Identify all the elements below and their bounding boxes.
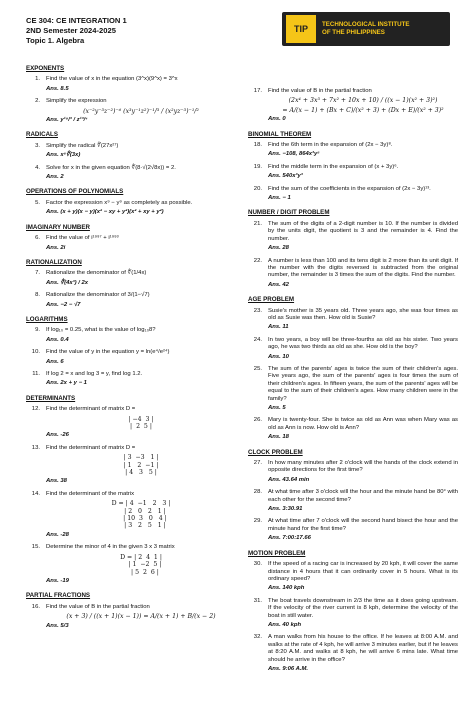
- left-column: [26, 58, 236, 635]
- section-determinants: DETERMINANTS: [26, 394, 76, 402]
- logo-name: [322, 21, 410, 37]
- course-title: CE 304: CE INTEGRATION 1: [26, 16, 127, 25]
- answer-27: Ans. 43.64 min: [268, 476, 310, 483]
- problem-32: 32. A man walks from his house to the office. If he leaves at 8:00 A.M. and walks at the rate of 4 kph, he will arrive 3 minutes earlier, but if he leaves at 8:20 A.M. and walks at 8 kph, he will arrive 6 mins late. What time should he arrive in the office?: [253, 634, 458, 663]
- problem-6: 6. Find the value of i¹⁹⁹⁷ + i¹⁹⁹³: [35, 235, 119, 242]
- answer-21: Ans. 28: [268, 245, 289, 252]
- logo-name-line-2: OF THE PHILIPPINES: [322, 29, 385, 36]
- problem-3: 3. Simplify the radical ∜(27x²⁷): [35, 142, 119, 149]
- problem-24: 24. In two years, a boy will be three-fourths as old as his sister. Two years ago, he was two thirds as old as she. How old is the boy?: [253, 336, 458, 351]
- section-exponents: EXPONENTS: [26, 65, 65, 72]
- problem-17: 17. Find the value of B in the partial fraction: [253, 88, 372, 94]
- answer-32: Ans. 9:06 A.M.: [268, 665, 309, 672]
- problem-1: 1. Find the value of x in the equation (3^x)(9^x) = 3^x: [35, 76, 178, 83]
- problem-11: 11. If log 2 = x and log 3 = y, find log 1.2.: [32, 370, 143, 377]
- section-polynomials: OPERATIONS OF POLYNOMIALS: [26, 188, 124, 196]
- answer-31: Ans. 40 kph: [268, 621, 302, 628]
- problem-27: 27. In how many minutes after 2 o'clock will the hands of the clock extend in opposite directions for the first time?: [253, 460, 458, 474]
- matrix-15: D = | 2 4 1 | | 1 −2 5 | | 5 2 6 |: [120, 553, 162, 576]
- problem-23: 23. Susie's mother is 35 years old. Three years ago, she was four times as old as Susie was then. How old is Susie?: [253, 307, 458, 321]
- answer-4: Ans. 2: [46, 174, 64, 181]
- matrix-12: | −4 3 | | 2 5 |: [128, 415, 154, 430]
- problem-26: 26. Mary is twenty-four. She is twice as old as Ann was when Mary was as old as Ann is now. How old is Ann?: [253, 417, 458, 431]
- problem-2: 2. Simplify the expression: [35, 98, 107, 105]
- problem-25: 25. The sum of the parents' ages is twice the sum of their children's ages. Five years ago, the sum of the parents' ages is four times the sum of their children's ages. In fifteen years, the sum of the parents' ages will be equal to the sum of their children's ages. How many children were in the family?: [253, 365, 458, 402]
- answer-20: Ans. − 1: [268, 195, 291, 202]
- problem-28: 28. At what time after 3 o'clock will the hour and the minute hand be 80° with each other for the second time?: [253, 489, 458, 503]
- answer-5: Ans. (x + y)(x − y)(x² − xy + y²)(x² + xy + y²): [46, 209, 164, 216]
- section-age: AGE PROBLEM: [248, 296, 295, 304]
- matrix-14: D = | 4 −1 2 3 | | 2 0 2 1 | | 10 3 0 4 | | 3 2 5 1 |: [111, 500, 171, 530]
- answer-2: Ans. y¹⁹/³ / z¹³/⁴: [46, 117, 88, 124]
- answer-16: Ans. 5/3: [46, 622, 69, 629]
- section-rationalization: RATIONALIZATION: [26, 258, 82, 266]
- answer-29: Ans. 7:00:17.66: [268, 535, 311, 542]
- equation-17-lhs: (2x⁴ + 3x³ + 7x² + 10x + 10) / ((x − 1)(x² + 3)²): [288, 97, 438, 105]
- problem-31: 31. The boat travels downstream in 2/3 the time as it does going upstream. If the velocity of the river current is 8 kph, determine the velocity of the boat in still water.: [253, 597, 458, 619]
- problem-10: 10. Find the value of y in the equation y = ln(e⁴/e²⁴): [31, 349, 170, 356]
- section-clock: CLOCK PROBLEM: [248, 448, 303, 456]
- section-motion: MOTION PROBLEM: [248, 549, 306, 557]
- answer-7: Ans. ∜(4x³) / 2x: [46, 279, 89, 286]
- answer-23: Ans. 11: [268, 324, 289, 331]
- answer-17: Ans. 0: [268, 116, 286, 123]
- problem-14: 14. Find the determinant of the matrix: [31, 490, 135, 497]
- problem-30: 30. If the speed of a racing car is increased by 20 kph, it will cover the same distance in 4 hours that it can ordinarily cover in 5 hours. What is its ordinary speed?: [253, 561, 458, 582]
- section-imaginary: IMAGINARY NUMBER: [26, 223, 90, 231]
- problem-5: 5. Factor the expression x⁹ − y⁹ as completely as possible.: [35, 199, 193, 206]
- problem-13: 13. Find the determinant of matrix D =: [31, 444, 136, 451]
- problem-21: 21. The sum of the digits of a 2-digit number is 10. If the number is divided by the units digit, the quotient is 3 and the remainder is 4. Find the number.: [253, 220, 458, 242]
- problem-20: 20. Find the sum of the coefficients in the expansion of (2x − 3y)¹³.: [253, 185, 431, 192]
- answer-3: Ans. x⁶∜(3x): [46, 152, 81, 159]
- answer-28: Ans. 3:30.91: [268, 506, 303, 513]
- answer-11: Ans. 2x + y − 1: [46, 380, 87, 387]
- problem-19: 19. Find the middle term in the expansion of (x + 3y)⁶.: [253, 163, 399, 170]
- problem-4: 4. Solve for x in the given equation ∜(8·√(2√8x)) = 2.: [35, 164, 176, 171]
- section-radicals: RADICALS: [26, 131, 58, 139]
- answer-25: Ans. 5: [268, 405, 286, 411]
- answer-24: Ans. 10: [268, 353, 289, 360]
- answer-6: Ans. 2i: [46, 244, 66, 251]
- problem-9: 9. If log₁₀ = 0.25, what is the value of log₁₀8?: [35, 327, 156, 334]
- section-digit: NUMBER / DIGIT PROBLEM: [248, 209, 330, 217]
- equation-2: (x⁻²y⁻³z⁻²)⁻⁶ (x³y⁻¹z²)⁻¹/³ / (x²yz⁻³)⁻¹/²: [83, 107, 199, 115]
- problem-16: 16. Find the value of B in the partial fraction: [31, 603, 150, 610]
- section-partial-fractions: PARTIAL FRACTIONS: [26, 592, 91, 600]
- right-column: [248, 88, 458, 678]
- semester-label: 2ND Semester 2024-2025: [26, 26, 116, 35]
- problem-29: 29. At what time after 7 o'clock will the second hand bisect the hour and the minute hand for the first time?: [253, 518, 458, 532]
- document-header: [26, 16, 276, 46]
- matrix-13: | 3 −3 1 | | 1 2 −1 | | 4 3 5 |: [123, 454, 159, 477]
- section-logarithms: LOGARITHMS: [26, 315, 68, 323]
- answer-19: Ans. 540x³y³: [268, 173, 303, 180]
- answer-8: Ans. −2 − √7: [46, 301, 81, 308]
- answer-12: Ans. -26: [46, 432, 69, 439]
- answer-10: Ans. 6: [46, 358, 64, 365]
- problem-7: 7. Rationalize the denominator of ∜(1/4x): [35, 270, 147, 277]
- topic-label: Topic 1. Algebra: [26, 36, 85, 45]
- problem-15: 15. Determine the minor of 4 in the given 3 x 3 matrix: [31, 544, 175, 551]
- answer-13: Ans. 38: [46, 478, 67, 485]
- equation-16: (x + 3) / ((x + 1)(x − 1)) = A/(x + 1) + B/(x − 2): [66, 613, 216, 621]
- institution-logo: [282, 12, 450, 46]
- logo-name-line-1: TECHNOLOGICAL INSTITUTE: [322, 21, 410, 28]
- answer-18: Ans. −108, 864x³y⁵: [268, 151, 320, 158]
- equation-17-rhs: = A/(x − 1) + (Bx + C)/(x² + 3) + (Dx + E)/(x² + 3)²: [282, 106, 444, 114]
- problem-18: 18. Find the 6th term in the expansion of (2x − 3y)⁸.: [253, 142, 393, 149]
- answer-15: Ans. -19: [46, 577, 69, 584]
- answer-22: Ans. 42: [268, 281, 289, 288]
- section-binomial: BINOMIAL THEOREM: [248, 130, 312, 138]
- problem-8: 8. Rationalize the denominator of 3/(1−√7): [35, 292, 150, 299]
- problem-22: 22. A number is less than 100 and its tens digit is 2 more than its unit digit. If the number with the digits reversed is subtracted from the original number, the remainder is 3 times the sum of the digits. Find the number.: [253, 257, 458, 279]
- answer-9: Ans. 0.4: [46, 336, 69, 343]
- logo-mark: TIP: [286, 15, 316, 43]
- answer-30: Ans. 140 kph: [268, 585, 305, 592]
- answer-1: Ans. 8.5: [46, 85, 69, 92]
- answer-26: Ans. 18: [268, 434, 289, 441]
- problem-12: 12. Find the determinant of matrix D =: [31, 406, 136, 413]
- answer-14: Ans. -28: [46, 531, 69, 538]
